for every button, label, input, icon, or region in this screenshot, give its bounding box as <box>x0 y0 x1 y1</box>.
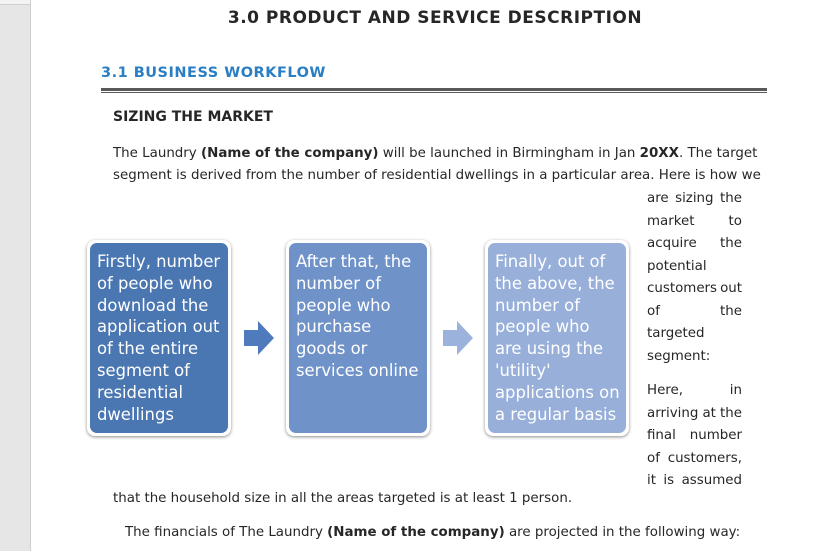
right-arrow-shape <box>443 321 473 355</box>
financials-paragraph <box>125 525 740 540</box>
word: Here, <box>647 383 684 398</box>
paragraph-gap <box>647 368 742 380</box>
wrapped-line <box>647 211 742 234</box>
process-step-3[interactable] <box>485 240 629 436</box>
year-placeholder: 20XX <box>639 146 679 161</box>
word: acquire <box>647 236 697 251</box>
word: are <box>647 191 669 206</box>
word: targeted <box>647 326 705 341</box>
word: the <box>720 405 742 421</box>
process-step-fill <box>90 243 228 433</box>
wrapped-line <box>647 448 742 471</box>
text-run: are projected in the following way: <box>504 525 741 540</box>
word: the <box>720 303 742 319</box>
word: the <box>720 191 742 206</box>
continuation-text: that the household size in all the areas targeted is at least 1 person. <box>113 491 573 506</box>
word: arriving <box>647 405 699 421</box>
wrapped-line <box>647 188 742 211</box>
wrapped-line <box>647 380 742 403</box>
wrapped-line <box>647 233 742 256</box>
company-name-placeholder: (Name of the company) <box>201 146 379 161</box>
wrapped-line <box>647 425 742 448</box>
word: of <box>647 303 660 319</box>
word: customers <box>647 281 718 296</box>
word: final <box>647 428 676 443</box>
process-step-2[interactable] <box>286 240 430 436</box>
wrapped-text-column <box>647 188 742 493</box>
process-step-1[interactable] <box>87 240 231 436</box>
word: is <box>663 473 675 488</box>
paragraph-line: segment is derived from the number of residential dwellings in a particular area. Here is how we <box>113 168 761 183</box>
word: assumed <box>681 473 742 488</box>
section-heading: 3.0 PRODUCT AND SERVICE DESCRIPTION <box>227 8 643 28</box>
text-run: The Laundry <box>113 146 201 161</box>
right-arrow-shape <box>244 321 274 355</box>
word: segment: <box>647 348 711 364</box>
wrapped-line <box>647 278 742 301</box>
wrapped-line <box>647 301 742 324</box>
word: out <box>720 281 742 296</box>
text-run: will be launched in Birmingham in Jan <box>378 146 640 161</box>
right-arrow-icon <box>442 320 474 356</box>
word: of <box>647 450 660 466</box>
word: in <box>729 383 742 398</box>
document-page[interactable] <box>30 0 838 551</box>
right-arrow-icon <box>243 320 275 356</box>
text-run: The financials of The Laundry <box>125 525 328 540</box>
word: number <box>689 428 742 443</box>
company-name-placeholder: (Name of the company) <box>327 525 505 540</box>
process-step-fill <box>289 243 427 433</box>
word: at <box>702 405 716 421</box>
heading-rule <box>101 88 767 91</box>
text-run: . The target <box>678 146 758 161</box>
word: the <box>720 236 742 251</box>
wrapped-line <box>647 470 742 493</box>
wrapped-line <box>647 403 742 426</box>
wrapped-line <box>647 346 742 369</box>
intro-paragraph <box>113 143 761 187</box>
word: it <box>647 473 656 488</box>
word: potential <box>647 258 707 274</box>
process-step-fill <box>488 243 626 433</box>
word: sizing <box>675 191 714 206</box>
word: to <box>728 213 742 229</box>
wrapped-line <box>647 256 742 279</box>
sub-subsection-heading: SIZING THE MARKET <box>113 109 273 125</box>
process-step-text: After that, the number of people who purchase goods or services online <box>296 252 419 380</box>
word: customers, <box>667 450 742 466</box>
heading-rule-thin <box>101 92 767 93</box>
word: market <box>647 213 695 229</box>
wrapped-line <box>647 323 742 346</box>
process-step-text: Finally, out of the above, the number of people who are using the 'utility' applications on a regular basis <box>495 252 620 424</box>
subsection-heading: 3.1 BUSINESS WORKFLOW <box>101 65 326 81</box>
paragraph-line <box>113 143 758 165</box>
process-step-text: Firstly, number of people who download the application out of the entire segment of residential dwellings <box>97 252 221 424</box>
